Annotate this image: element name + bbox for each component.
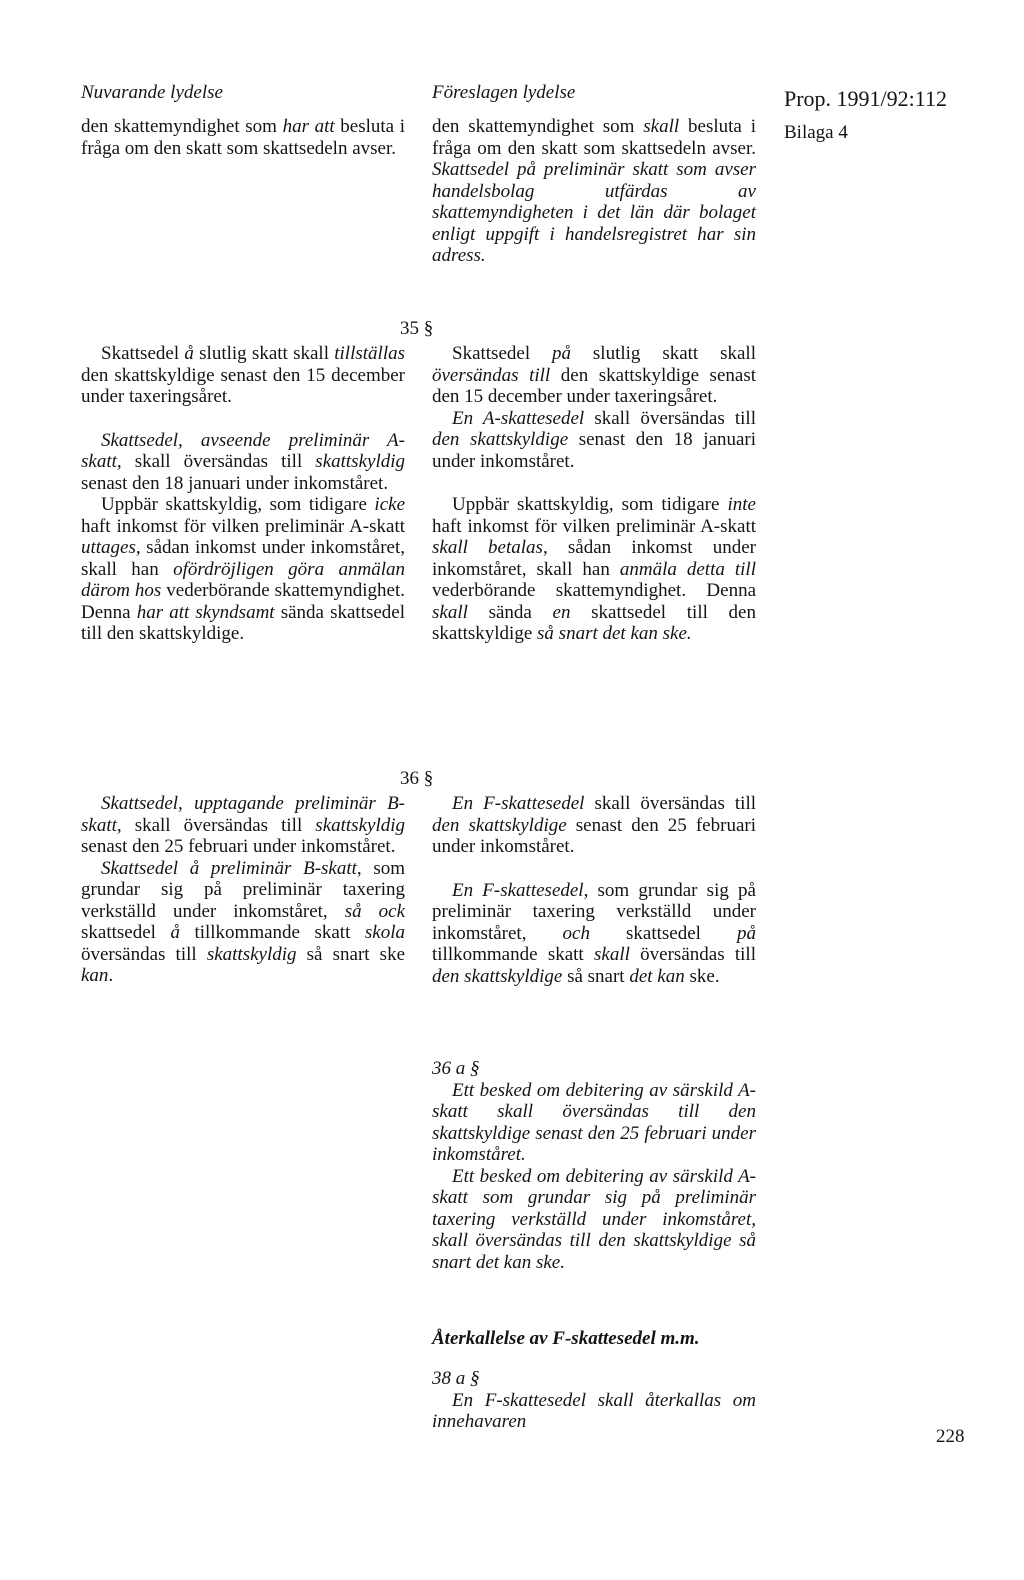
section-36-left xyxy=(81,793,405,987)
text-run: sända xyxy=(467,601,553,623)
section-35-label: 35 § xyxy=(400,318,434,339)
text-run: senast den 18 januari under inkomståret. xyxy=(81,472,389,494)
italic-run: den skattskyldige xyxy=(432,814,567,836)
italic-run: har att skyndsamt xyxy=(136,601,275,623)
italic-run: har att xyxy=(282,116,335,137)
intro-right xyxy=(432,116,756,267)
text-run: så snart xyxy=(562,965,630,987)
section-36a-label: 36 a § xyxy=(432,1058,480,1079)
intro-left xyxy=(81,116,405,159)
italic-run: översändas till xyxy=(432,364,551,386)
italic-run: skola xyxy=(364,922,405,943)
text-run: skall översändas till xyxy=(121,451,316,472)
text-run: tillkommande skatt xyxy=(432,944,594,965)
text-run: sända skattsedel till den skattskyldige. xyxy=(81,601,406,644)
text-run: besluta i fråga om den skatt som skattsedeln avser. xyxy=(81,116,405,159)
text-run: skall översändas till xyxy=(584,407,756,429)
subheading-revocation: Återkallelse av F-skattesedel m.m. xyxy=(432,1328,700,1349)
italic-run: så snart det kan ske. xyxy=(537,623,692,644)
text-run: senast den 18 januari under inkomståret. xyxy=(432,429,756,472)
italic-run: En A-skattesedel xyxy=(452,407,585,429)
section-36-right-paragraph-2 xyxy=(432,880,756,988)
italic-run: skall xyxy=(643,116,680,137)
text-run: skall översändas till xyxy=(121,814,316,836)
text-run: slutlig skatt skall xyxy=(571,343,756,364)
section-35-left-paragraph-2 xyxy=(81,430,405,495)
text-run: senast den 25 februari under inkomståret. xyxy=(432,814,756,857)
text-run: slutlig skatt skall xyxy=(193,343,335,364)
italic-run: Skattsedel på preliminär skatt som avser handelsbolag utfärdas av skattemyndigheten i det län där bolaget enligt uppgift i handelsregistret har sin adress. xyxy=(432,159,756,266)
italic-run: den skattskyldige xyxy=(432,429,569,450)
section-36-label: 36 § xyxy=(400,768,434,789)
section-36a-paragraph-2: Ett besked om debitering av särskild A-skatt som grundar sig på preliminär taxering verkställd under inkomståret, skall översändas till den skattskyldige så snart det kan ske. xyxy=(432,1165,756,1273)
text-run: haft inkomst för vilken preliminär A-skatt xyxy=(432,515,756,537)
text-run: haft inkomst för vilken preliminär A-skatt xyxy=(81,515,405,537)
text-run: tillkommande skatt xyxy=(179,922,365,943)
section-36-right xyxy=(432,793,756,987)
text-run: så snart ske xyxy=(296,943,406,965)
section-35-left xyxy=(81,343,405,645)
italic-run: på xyxy=(552,343,571,364)
header-proposed-wording: Föreslagen lydelse xyxy=(432,82,576,103)
section-36-left-paragraph-1 xyxy=(81,793,405,858)
italic-run: En F-skattesedel xyxy=(452,879,584,901)
text-run: den skattskyldige senast den 15 december under taxeringsåret. xyxy=(81,364,405,407)
prop-reference: Prop. 1991/92:112 xyxy=(784,86,947,111)
text-run: den skattskyldige senast den 15 december under taxeringsåret. xyxy=(432,364,756,407)
section-36-left-paragraph-2 xyxy=(81,858,405,987)
italic-run: skattskyldig xyxy=(315,451,405,472)
italic-run: uttages xyxy=(81,537,136,558)
italic-run: inte xyxy=(727,494,756,515)
italic-run: kan xyxy=(81,965,109,986)
text-run: , sådan inkomst under inkomståret, skall han xyxy=(432,537,756,580)
italic-run: En F-skattesedel xyxy=(452,793,585,814)
section-35-right-paragraph-3 xyxy=(432,494,756,645)
text-run: skattsedel xyxy=(81,922,171,943)
text-run: , sådan inkomst under inkomståret, skall han xyxy=(81,537,405,580)
italic-run: en xyxy=(552,601,571,623)
text-run: , som grundar sig på preliminär taxering verkställd under inkomståret, xyxy=(81,857,405,922)
section-35-right xyxy=(432,343,756,645)
text-run: översändas till xyxy=(629,944,756,965)
section-36a-paragraph-1: Ett besked om debitering av särskild A-skatt skall översändas till den skattskyldige senast den 25 februari under inkomståret. xyxy=(432,1079,756,1165)
text-run: skall översändas till xyxy=(584,793,756,814)
italic-run: tillställas xyxy=(334,343,405,364)
section-36a xyxy=(432,1058,756,1273)
text-run: Skattsedel xyxy=(101,343,185,364)
text-run: . xyxy=(108,965,114,986)
section-38a-label: 38 a § xyxy=(432,1368,480,1389)
italic-run: anmäla detta till xyxy=(619,558,756,580)
section-35-right-paragraph-2 xyxy=(432,408,756,473)
italic-run: å xyxy=(170,922,180,943)
text-run: besluta i fråga om den skatt som skattsedeln avser. xyxy=(432,116,756,159)
italic-run: ofördröjligen göra anmälan därom hos xyxy=(81,558,405,601)
section-35-left-paragraph-1 xyxy=(81,343,405,408)
section-36-right-paragraph-1 xyxy=(432,793,756,858)
italic-run: Skattsedel, avseende preliminär A-skatt, xyxy=(81,429,405,472)
italic-run: skall xyxy=(594,944,630,965)
text-run: översändas till xyxy=(81,943,207,965)
italic-run: å xyxy=(184,343,194,364)
text-run: Uppbär skattskyldig, som tidigare xyxy=(452,494,728,515)
italic-run: och xyxy=(562,922,590,944)
text-run: den skattemyndighet som xyxy=(432,116,644,137)
text-run: vederbörande skattemyndighet. Denna xyxy=(432,580,756,601)
appendix-label: Bilaga 4 xyxy=(784,122,848,143)
italic-run: på xyxy=(737,922,756,944)
text-run: , som grundar sig på preliminär taxering verkställd under inkomståret, xyxy=(432,879,756,944)
text-run: ske. xyxy=(684,965,720,987)
text-run: Uppbär skattskyldig, som tidigare xyxy=(101,494,375,515)
italic-run: skattskyldig xyxy=(315,814,405,836)
section-38a xyxy=(432,1368,756,1433)
italic-run: den skattskyldige xyxy=(432,965,563,987)
page-number: 228 xyxy=(936,1426,965,1447)
italic-run: så ock xyxy=(344,900,406,922)
section-35-right-paragraph-1 xyxy=(432,343,756,408)
text-run: skattsedel xyxy=(589,922,737,944)
header-current-wording: Nuvarande lydelse xyxy=(81,82,223,103)
italic-run: det kan xyxy=(629,965,685,987)
italic-run: skall xyxy=(432,601,468,623)
italic-run: Skattsedel å preliminär B-skatt xyxy=(101,857,357,879)
text-run: skattsedel till den skattskyldige xyxy=(432,601,756,644)
text-run: den skattemyndighet som xyxy=(81,116,283,137)
italic-run: icke xyxy=(374,494,405,515)
text-run: Skattsedel xyxy=(452,343,552,364)
text-run: vederbörande skattemyndighet. Denna xyxy=(81,580,405,623)
italic-run: skall betalas xyxy=(432,537,543,558)
text-run: senast den 25 februari under inkomståret. xyxy=(81,836,396,857)
section-35-left-paragraph-3 xyxy=(81,494,405,645)
italic-run: skattskyldig xyxy=(206,943,297,965)
section-38a-paragraph-1: En F-skattesedel skall återkallas om innehavaren xyxy=(432,1389,756,1432)
italic-run: Skattsedel, upptagande preliminär B-skatt, xyxy=(81,793,405,836)
